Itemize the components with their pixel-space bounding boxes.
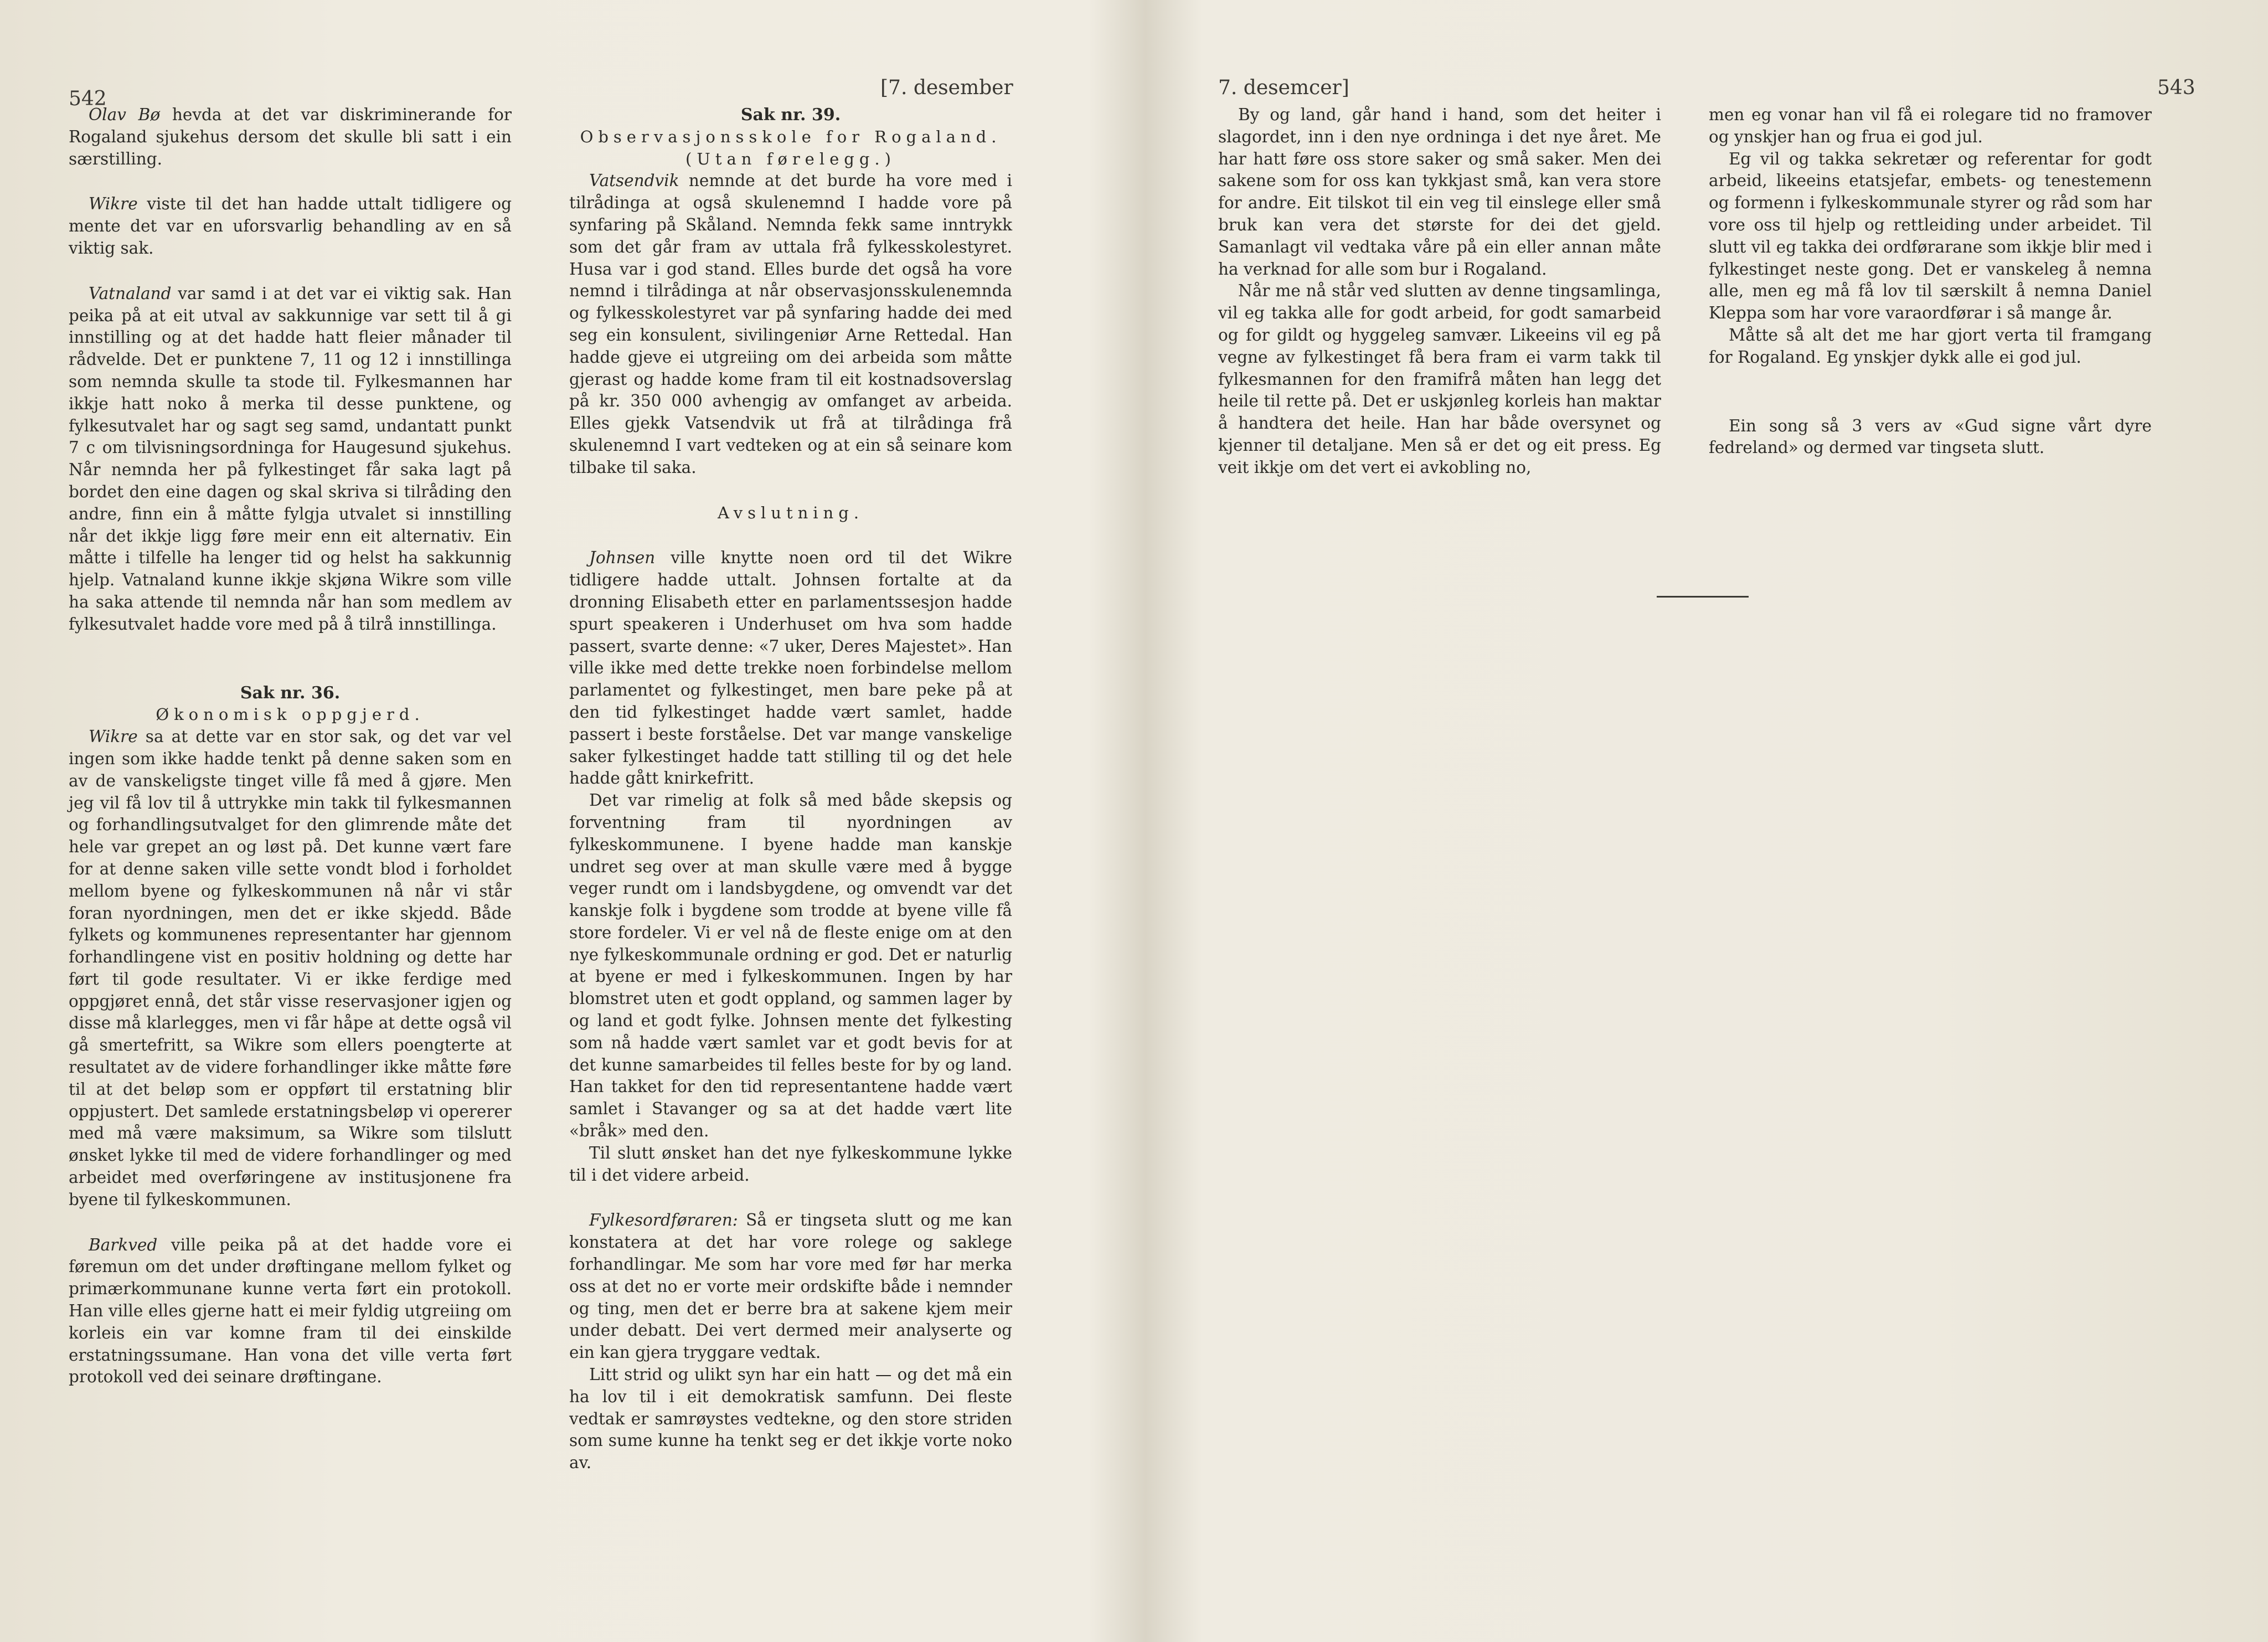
paragraph-gap [569, 524, 1012, 547]
paragraph-text: By og land, går hand i hand, som det heiter i slagordet, inn i den nye ordninga i det nye året. Me har hatt føre oss store saker og små saker. Men dei sakene som for oss kan tykkjast små, kan vera store for andre. Eit tilskot til ein veg til einslege eller små bruk kan vera det største for dei det gjeld. Samanlagt vil vedtaka våre på ein eller annan måte ha verknad for alle som bur i Rogaland. [1218, 105, 1661, 279]
speaker-name: Olav Bø [89, 105, 161, 124]
text-column-2 [1709, 104, 2152, 459]
paragraph [569, 547, 1012, 790]
running-head: [7. desember [880, 76, 1013, 99]
paragraph-text: Litt strid og ulikt syn har ein hatt — og det må ein ha lov til i eit demokratisk samfunn. Dei fleste vedtak er samrøystes vedtekne, og den store striden som sume kunne ha tenkt seg er det ikkje vorte noko av. [569, 1365, 1012, 1473]
paragraph [569, 1364, 1012, 1474]
paragraph-text: Ein song så 3 vers av «Gud signe vårt dyre fedreland» og dermed var tingseta slutt. [1709, 416, 2152, 457]
speaker-name: Wikre [89, 194, 138, 214]
paragraph [69, 726, 512, 1211]
paragraph-text: ville peika på at det hadde vore ei føremun om det under drøftingane mellom fylket og primærkommunane kunne verta ført ein protokoll. Han ville elles gjerne hatt ei meir fyldig utgreiing om korleis ein var komne fram til dei einskilde erstatningssumane. Han vona det ville verta ført protokoll ved dei seinare drøftingane. [69, 1235, 512, 1387]
paragraph-gap [569, 1186, 1012, 1209]
paragraph-text: Så er tingseta slutt og me kan konstatera at det har vore rolege og saklege forhandlingar. Me som har vore med før har merka oss at det no er vorte meir ordskifte både i nemnder og ting, men det er berre bra at sakene kjem meir under debatt. Dei vert dermed meir analyserte og ein kan gjera tryggare vedtak. [569, 1211, 1012, 1362]
section-subheading: Avslutning. [717, 503, 864, 522]
paragraph-text: Måtte så alt det me har gjort verta til framgang for Rogaland. Eg ynskjer dykk alle ei god jul. [1709, 325, 2152, 367]
paragraph [1218, 104, 1661, 280]
paragraph-text: hevda at det var diskriminerande for Rogaland sjukehus dersom det skulle bli satt i ein særstilling. [69, 105, 512, 168]
section-subheading: (Utan førelegg.) [685, 149, 896, 168]
section-heading: Sak nr. 36. [240, 683, 341, 703]
paragraph-gap [69, 170, 512, 193]
paragraph-gap [69, 1211, 512, 1234]
text-column-2 [569, 104, 1012, 1474]
paragraph-text: viste til det han hadde uttalt tidligere og mente det var en uforsvarlig behandling av en så viktig sak. [69, 194, 512, 258]
speaker-name: Barkved [89, 1235, 158, 1254]
right-page [1144, 0, 2268, 1642]
speaker-name: Vatnaland [89, 284, 172, 303]
section-heading: Sak nr. 39. [740, 105, 841, 125]
left-page [0, 0, 1124, 1642]
paragraph-gap [1709, 369, 2152, 392]
paragraph-text: Det var rimelig at folk så med både skepsis og forventning fram til nyordningen av fylkeskommunene. I byene hadde man kanskje undret seg over at man skulle være med å bygge veger rundt om i landsbygdene, og omvendt var det kanskje folk i bygdene som trodde at byene ville få store fordeler. Vi er vel nå de fleste enige om at den nye fylkeskommunale ordning er god. Det er naturlig at byene er med i fylkeskommunen. Ingen by har blomstret uten et godt oppland, og sammen lager by og land et godt fylke. Johnsen mente det fylkesting som nå hadde vært samlet var et godt bevis for at det kunne samarbeides til felles beste for by og land. Han takket for den tid representantene hadde vært samlet i Stavanger og sa at det hadde vært lite «bråk» med den. [569, 791, 1012, 1141]
paragraph [1709, 104, 2152, 148]
section-subheading: Observasjonsskole for Rogaland. [580, 127, 1002, 146]
speaker-name: Fylkesordføraren: [589, 1211, 738, 1230]
speaker-name: Wikre [89, 727, 138, 747]
paragraph-text: var samd i at det var ei viktig sak. Han peika på at eit utval av sakkunnige var sett til å gi innstilling og at det hadde hatt fleier månader til rådvelde. Det er punktene 7, 11 og 12 i innstillinga som nemnda skulle ta stode til. Fylkesmannen har ikkje hatt noko å merka til desse punktene, og fylkesutvalet har og sagt seg samd, undantatt punkt 7 c om tilvisningsordninga for Haugesund sjukehus. Når nemnda her på fylkestinget får saka lagt på bordet den eine dagen og skal skriva si tilråding den andre, finn ein å måtte fylgja utvalet si innstilling når det ikkje ligg føre meir enn eit alternativ. Ein måtte i tilfelle ha lenger tid og helst ha sakkunnig hjelp. Vatnaland kunne ikkje skjøna Wikre som ville ha saka attende til nemnda når han som medlem av fylkesutvalet hadde vore med på å tilrå innstillinga. [69, 284, 512, 634]
paragraph-gap [69, 636, 512, 659]
paragraph-text: Til slutt ønsket han det nye fylkeskommune lykke til i det videre arbeid. [569, 1143, 1012, 1185]
paragraph [1709, 325, 2152, 369]
speaker-name: Vatsendvik [589, 171, 679, 191]
speaker-name: Johnsen [589, 548, 656, 568]
paragraph-text: nemnde at det burde ha vore med i tilrådinga at også skulenemnd I hadde vore på synfaring på Skåland. Nemnda fekk same inntrykk som det går fram av uttala frå fylkesskolestyret. Husa var i god stand. Elles burde det også ha vore nemnd i tilrådinga at når observasjonsskulenemnda og fylkesskolestyret var på synfaring hadde dei med seg ein konsulent, sivilingeniør Arne Rettedal. Han hadde gjeve ei utgreiing om dei arbeida som måtte gjerast og hadde kome fram til eit kostnadsoverslag på kr. 350 000 avhengig av omfanget av arbeida. Elles gjekk Vatsendvik ut frå at tilrådinga frå skulenemnd I vart vedteken og at ein så seinare kom tilbake til saka. [569, 171, 1012, 477]
paragraph [569, 790, 1012, 1142]
paragraph-text: ville knytte noen ord til det Wikre tidligere hadde uttalt. Johnsen fortalte at da dronning Elisabeth etter en parlamentssesjon hadde spurt speakeren i Underhuset om hva som hadde passert, svarte denne: «7 uker, Deres Majestet». Han ville ikke med dette trekke noen forbindelse mellom parlamentet og fylkestinget, men bare peke på at den tid fylkestinget hadde vært samlet, hadde passert i beste forståelse. Det var mange vanskelige saker fylkestinget hadde tatt stilling til og det hele hadde gått knirkefritt. [569, 548, 1012, 788]
text-column-1 [1218, 104, 1661, 479]
page-number: 542 [69, 87, 107, 110]
text-column-1 [69, 104, 512, 1388]
paragraph-gap [69, 260, 512, 283]
section-subheading: Økonomisk oppgjerd. [156, 705, 425, 724]
paragraph [69, 283, 512, 636]
running-head: 7. desemcer] [1218, 76, 1349, 99]
paragraph [1709, 415, 2152, 460]
paragraph [69, 193, 512, 259]
page-number: 543 [2157, 76, 2195, 99]
closing-rule [1657, 596, 1749, 598]
paragraph-gap [1709, 392, 2152, 415]
paragraph [69, 1234, 512, 1389]
paragraph [569, 170, 1012, 478]
paragraph-gap [69, 659, 512, 682]
paragraph-gap [569, 479, 1012, 502]
paragraph [569, 1209, 1012, 1364]
paragraph-text: men eg vonar han vil få ei rolegare tid no framover og ynskjer han og frua ei god jul. [1709, 105, 2152, 146]
paragraph [1709, 148, 2152, 325]
paragraph-text: Når me nå står ved slutten av denne tingsamlinga, vil eg takka alle for godt arbeid, for godt samarbeid og for gildt og hyggeleg samvær. Likeeins vil eg på vegne av fylkestinget få bera fram ei varm takk til fylkesmannen for den framifrå måten han legg det heile til rette på. Det er uskjønleg korleis han maktar å handtera det heile. Han har både oversynet og kjenner til detaljane. Men så er det og eit press. Eg veit ikkje om det vert ei avkobling no, [1218, 281, 1661, 477]
paragraph [569, 1142, 1012, 1187]
paragraph-text: sa at dette var en stor sak, og det var vel ingen som ikke hadde tenkt på denne saken som en av de vanskeligste tinget ville få med å gjøre. Men jeg vil få lov til å uttrykke min takk til fylkesmannen og forhandlingsutvalget for den glimrende måte det hele var grepet an og løst på. Det kunne vært fare for at denne saken ville sette vondt blod i forholdet mellom byene og fylkeskommunen nå når vi står foran nyordningen, men det er ikke skjedd. Både fylkets og kommunenes representanter har gjennom forhandlingene vist en positiv holdning og dette har ført til gode resultater. Vi er ikke ferdige med oppgjøret ennå, det står visse reservasjoner igjen og disse må klarlegges, men vi får håpe at dette også vil gå smertefritt, sa Wikre som ellers poengterte at resultatet av de videre forhandlinger ikke måtte føre til at det beløp som er oppført til erstatning blir oppjustert. Det samlede erstatningsbeløp vi opererer med må være maksimum, sa Wikre som tilslutt ønsket lykke til med de videre forhandlinger og med arbeidet med overføringene av institusjonene fra byene til fylkeskommunen. [69, 727, 512, 1209]
paragraph-text: Eg vil og takka sekretær og referentar for godt arbeid, likeeins etatsjefar, embets- og tenestemenn og formenn i fylkeskommunale styrer og råd som har vore oss til hjelp og rettleiding under arbeidet. Til slutt vil eg takka dei ordførarane som ikkje blir med i fylkestinget neste gong. Det er vanskeleg å nemna alle, men eg må få lov til særskilt å nemna Daniel Kleppa som har vore varaordførar i så mange år. [1709, 149, 2152, 323]
paragraph [69, 104, 512, 170]
paragraph [1218, 280, 1661, 478]
